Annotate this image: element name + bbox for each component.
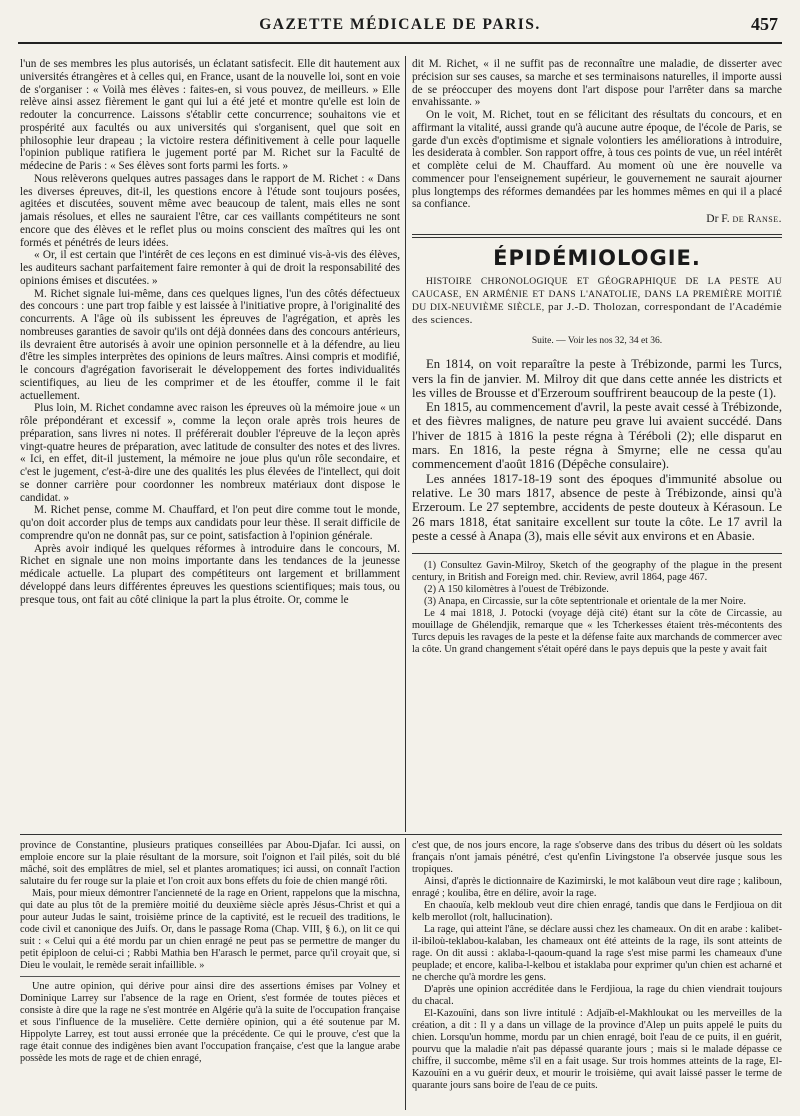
section-divider — [20, 834, 782, 835]
paragraph: Ainsi, d'après le dictionnaire de Kazimirski, le mot kalâboun veut dire rage ; kaliboun, enragé ; kouliba, être en délire, avoir la rage. — [412, 876, 782, 899]
column-bottom-left — [20, 840, 400, 1110]
paragraph: La rage, qui atteint l'âne, se déclare aussi chez les chameaux. On dit en arabe : kalibet-il-ibiloù-teklabou-kalaban, les chameaux ont été atteints de la rage, ils sont atteints de rage. On dit aussi : aklaba-l-qaoum-quand la rage s'est mise parmi les chameaux d'une peuplade; et encore, kaliba-l-kelbou et istaklaba pour exprimer qu'un chien est acharné et ne cherche qu'à mordre les gens. — [412, 924, 782, 983]
signature — [412, 213, 782, 226]
paragraph: c'est que, de nos jours encore, la rage s'observe dans des tribus du désert où les soldats français n'ont jamais pénétré, c'est qu'enfin Livingstone l'a observée jusque sous les tropiques. — [412, 840, 782, 875]
journal-title: GAZETTE MÉDICALE DE PARIS. — [259, 16, 541, 33]
paragraph: Mais, pour mieux démontrer l'ancienneté de la rage en Orient, rappelons que la mischna, qui date au plus tôt de la première moitié du deuxième siècle après Jésus-Christ et qui a pour auteur Judas le saint, troisième prince de la captivité, est le recueil des traditions, le code civil et canonique des Juifs. Or, dans le passage Roma (Chap. VIII, § 6.), on lit ce qui suit : « Celui qui a été mordu par un chien enragé ne peut pas se permettre de manger du petit épiploon de celui-ci ; Rabbi Mathia ben H'arasch le permet, parce qu'il croyait que, si Dieu le voulait, le remède serait infaillible. » — [20, 888, 400, 971]
paragraph: province de Constantine, plusieurs pratiques conseillées par Abou-Djafar. Ici aussi, on emploie encore sur la plaie résultant de la morsure, soit l'oignon et l'ail pilés, soit du blé mâché, soit des emplâtres de miel, sel et plantes aromatiques; ici aussi, on connaît l'action salutaire du fer rouge sur la plaie et l'on croit aux bons effets du foie de chien mangé rôti. — [20, 840, 400, 887]
paragraph: El-Kazouïni, dans son livre intitulé : Adjaïb-el-Makhloukat ou les merveilles de la création, a dit : Il y a dans un village de la province d'Alep un puits appelé le puits du chien. Lorsqu'un homme, mordu par un chien enragé, boit l'eau de ce puits, il en guérit, pourvu que la maladie n'ait pas dépassé quarante jours ; mais si le malade dépasse ce chiffre, il succombe, même s'il en a fait usage. Sur trois hommes atteints de la rage, El-Kazouïni en a vu guérir deux, et mourir le troisième, qui avait laissé passer le terme de quarante jours sans boire de l'eau de ce puits. — [412, 1008, 782, 1091]
footnote: (2) A 150 kilomètres à l'ouest de Trébizonde. — [424, 584, 609, 596]
footnote: (1) Consultez Gavin-Milroy, Sketch of the geography of the plague in the present century, in British and Foreign med. chir. Review, avril 1864, page 467. — [412, 560, 782, 584]
paragraph: « Or, il est certain que l'intérêt de ces leçons en est diminué vis-à-vis des élèves, les auditeurs sachant parfaitement faire remonter à qui de droit la responsabilité des opinions émises et discutées. » — [20, 249, 400, 287]
signature-name: de Ranse. — [732, 213, 782, 225]
column-top-left — [20, 58, 400, 830]
page-number: 457 — [751, 14, 778, 34]
section-rule — [412, 237, 782, 238]
column-divider — [405, 838, 406, 1110]
footnote-rule — [412, 553, 782, 554]
footnotes — [412, 560, 782, 656]
paragraph: En chaouïa, kelb mekloub veut dire chien enragé, tandis que dans le Ferdjioua on dit kelb merollot (rolt, hallucination). — [412, 900, 782, 923]
paragraph-rule — [20, 976, 400, 977]
paragraph: Après avoir indiqué les quelques réformes à introduire dans le concours, M. Richet en signale une non moins importante dans les tendances de la jeunesse médicale actuelle. La plupart des compétiteurs ont largement et brillamment développé dans leurs différentes épreuves les questions scientifiques; mais tous, ou presque tous, ont fait au côté clinique la part la plus étroite. Or, comme le — [20, 542, 400, 606]
paragraph: l'un de ses membres les plus autorisés, un éclatant satisfecit. Elle dit hautement aux universités étrangères et à celles qui, en France, usant de la nouvelle loi, sont en voie de s'organiser : « Voilà mes élèves : faites-en, si vous pouvez, de meilleurs. » Elle relève ainsi assez fièrement le gant qui lui a été jeté et montre qu'elle est loin de redouter la concurrence. Laissons s'établir cette concurrence; souhaitons vie et prospérité aux facultés ou aux universités qui s'organisent, quel que soit en philosophie leur drapeau ; la victoire restera définitivement à celle pour laquelle l'opinion publique ratifiera le jugement porté par M. Richet sur la Faculté de médecine de Paris : « Ses élèves sont forts parmi les forts. » — [20, 58, 400, 172]
paragraph: dit M. Richet, « il ne suffit pas de reconnaître une maladie, de disserter avec précision sur ses causes, sa marche et ses terminaisons naturelles, il importe aussi de se préoccuper des moyens dont l'art dispose pour l'arrêter dans sa marche envahissante. » — [412, 58, 782, 109]
paragraph: Plus loin, M. Richet condamne avec raison les épreuves où la mémoire joue « un rôle prépondérant et excessif », comme la leçon orale après trois heures de préparation, sans livres ni notes. Il préférerait doubler l'épreuve de la leçon après vingt-quatre heures de préparation, avec latitude de consulter des notes et des livres. « Ici, en effet, dit-il justement, la mémoire ne joue plus qu'un rôle secondaire, et c'est le jugement, c'est-à-dire une des qualités les plus élevées de l'intellect, qui doit se donner carrière pour coordonner les nombreux matériaux dont dispose le candidat. » — [20, 402, 400, 504]
paragraph: Une autre opinion, qui dérive pour ainsi dire des assertions émises par Volney et Dominique Larrey sur l'absence de la rage en Orient, s'est formée de toutes pièces et consiste à dire que la rage ne s'est montrée en Algérie qu'à la suite de l'occupation française et sous l'influence de la muselière. Cette dernière opinion, qui a été soutenue par M. Hippolyte Larrey, est tout aussi erronée que la précédente. Ce qui le prouve, c'est que la rage était connue des indigènes bien avant l'occupation française, c'est que la langue arabe possède les mots de rage et de chien enragé, — [20, 981, 400, 1064]
page-header — [18, 8, 782, 44]
paragraph: Nous relèverons quelques autres passages dans le rapport de M. Richet : « Dans les diverses épreuves, dit-il, les questions encore à l'étude sont toujours posées, agitées et discutées, souvent même avec beaucoup de talent, mais elles ne sont jamais résolues, et elles ne sauraient l'être, car ces vaillants compétiteurs ne sont encore que des élèves et le reflet plus ou moins conscient des maîtres qui les ont formés et pénétrés de leurs idées. — [20, 172, 400, 249]
article-author: par J.-D. Tholozan, correspondant de l'Académie des sciences. — [412, 300, 782, 326]
paragraph: Les années 1817-18-19 sont des époques d'immunité absolue ou relative. Le 30 mars 1817, absence de peste à Trébizonde, ainsi qu'à Erzeroum. Le 27 septembre, accidents de peste douteux à Kérasoun. Le 26 mars 1818, état sanitaire excellent sur toute la côte. Le 17 avril la peste a cessé à Anapa (3), mais elle sévit aux environs et en Abasie. — [412, 471, 782, 543]
article-subtitle: HISTOIRE CHRONOLOGIQUE ET GÉOGRAPHIQUE DE LA PESTE AU CAUCASE, EN ARMÉNIE ET DANS L'ANATOLIE, DANS LA PREMIÈRE MOITIÉ DU DIX-NEUVIÈME SIÈCLE, — [412, 275, 782, 313]
section-title: ÉPIDÉMIOLOGIE. — [493, 245, 701, 270]
article-title — [412, 275, 782, 327]
column-divider — [405, 56, 406, 832]
paragraph: On le voit, M. Richet, tout en se félicitant des résultats du concours, et en affirmant la vitalité, aussi grande qu'à aucune autre époque, de l'école de Paris, se garde d'un excès d'optimisme et signale volontiers les améliorations à introduire, les desiderata à combler. Son rapport offre, à tous ces points de vue, un réel intérêt et complète celui de M. Chauffard. Au moment où une ère nouvelle va commencer pour l'enseignement supérieur, le gouvernement ne saurait ajourner plus longtemps des réformes demandées par les hommes mêmes en qui il a placé sa confiance. — [412, 109, 782, 211]
column-bottom-right — [412, 840, 782, 1110]
paragraph: M. Richet pense, comme M. Chauffard, et l'on peut dire comme tout le monde, qu'on doit accorder plus de temps aux candidats pour leur thèse. Il serait difficile de comprendre qu'on ne donnât pas, sur ce point, satisfaction à l'opinion générale. — [20, 504, 400, 542]
footnote: (3) Anapa, en Circassie, sur la côte septentrionale et orientale de la mer Noire. — [424, 596, 746, 608]
continuation-note: Suite. — Voir les nos 32, 34 et 36. — [531, 335, 663, 346]
paragraph: En 1815, au commencement d'avril, la peste avait cessé à Trébizonde, et des fièvres malignes, de nature peu grave lui avaient succédé. Dans l'hiver de 1815 à 1816 la peste régna à Téréboli (2); elle disparut en mars. En 1816, la peste régna à Smyrne; elle ne cessa qu'au commencement d'août 1816 (Dépêche consulaire). — [412, 400, 782, 472]
signature-prefix: Dr F. — [706, 213, 730, 225]
footnote: Le 4 mai 1818, J. Potocki (voyage déjà cité) étant sur la côte de Circassie, au mouillage de Ghélendjik, remarque que « les Tcherkesses étaient très-mécontents des Turcs depuis les ravages de la peste et la défense faite aux marchands de commercer avec la côte. Un grand changement s'était opéré dans le pays depuis que la peste y avait fait — [412, 608, 782, 656]
paragraph: D'après une opinion accréditée dans le Ferdjioua, la rage du chien viendrait toujours du chacal. — [412, 984, 782, 1007]
paragraph: M. Richet signale lui-même, dans ces quelques lignes, l'un des côtés défectueux des concours : une part trop faible y est laissée à l'initiative propre, à l'originalité des concurrents. A l'âge où ils subissent les épreuves de l'agrégation, et après les nombreuses garanties de savoir qu'ils ont déjà données dans des concours antérieurs, ils devraient être autorisés à avoir une opinion personnelle et à la défendre, au lieu d'être les simples interprètes des opinions de leurs maîtres. Ainsi compris et modifié, le concours d'agrégation favoriserait le développement des fortes individualités scientifiques, au lieu de les comprimer et de les étouffer, comme il le fait actuellement. — [20, 287, 400, 402]
section-rule — [412, 234, 782, 235]
paragraph: En 1814, on voit reparaître la peste à Trébizonde, parmi les Turcs, vers la fin de janvier. M. Milroy dit que dans cette année les districts et les villes de Brousse et d'Erzeroum souffrirent beaucoup de la peste (1). — [412, 357, 782, 400]
column-top-right — [412, 58, 782, 830]
